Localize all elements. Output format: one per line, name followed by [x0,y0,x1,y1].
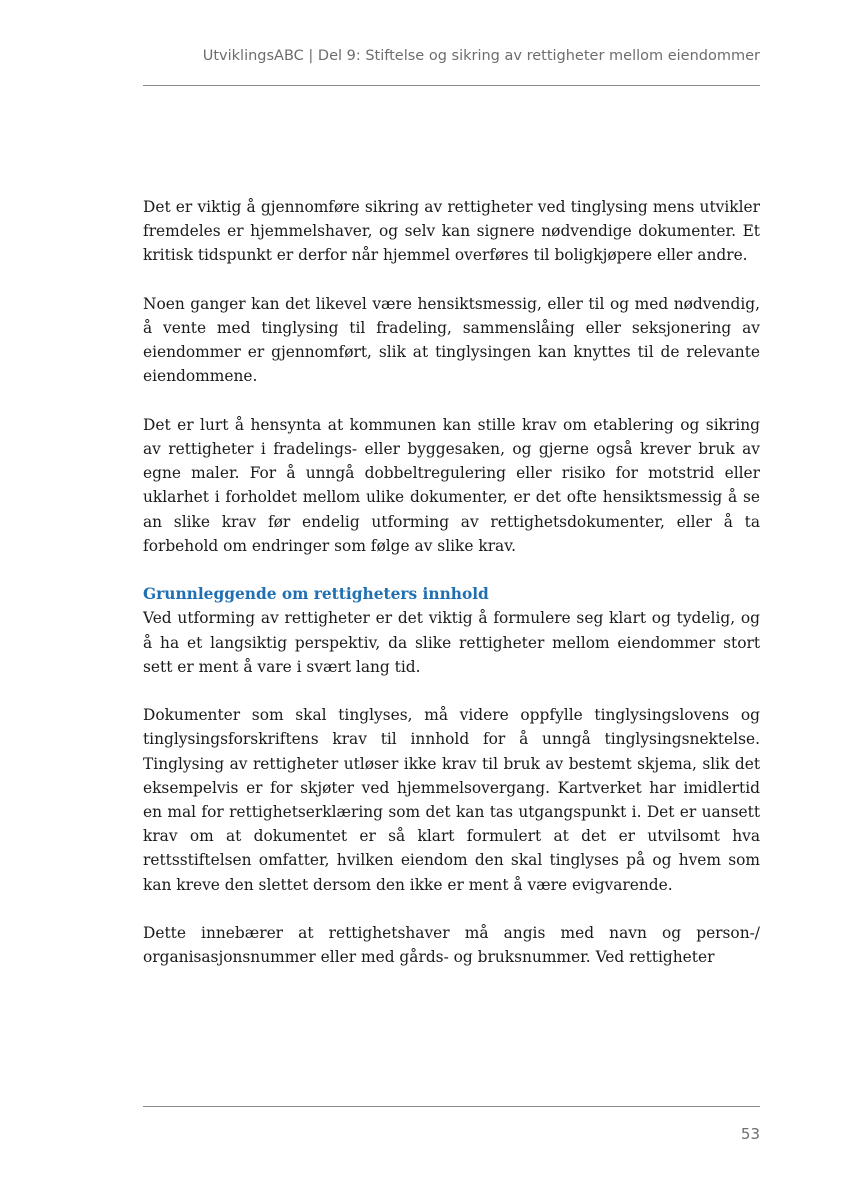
paragraph: Det er lurt å hensynta at kommunen kan stille krav om etablering og sikring av rettigheter i fradelings- eller byggesaken, og gjerne også krever bruk av egne maler. For å unngå dobbeltregulering eller risiko for motstrid eller uklarhet i forholdet mellom ulike dokumenter, er det ofte hensiktsmessig å se an slike krav før endelig utforming av rettighetsdokumenter, eller å ta forbehold om endringer som følge av slike krav. [143,415,760,555]
body-text [143,195,760,994]
paragraph: Det er viktig å gjennomføre sikring av rettigheter ved tinglysing mens utvikler fremdeles er hjemmelshaver, og selv kan signere nødvendige dokumenter. Et kritisk tidspunkt er derfor når hjemmel overføres til boligkjøpere eller andre. [143,198,760,265]
page-number: 53 [740,1125,760,1143]
section-heading: Grunnleggende om rettigheters innhold [143,585,489,604]
running-header: UtviklingsABC | Del 9: Stiftelse og sikring av rettigheter mellom eiendommer [202,48,760,64]
paragraph: Noen ganger kan det likevel være hensiktsmessig, eller til og med nødvendig, å vente med tinglysing til fradeling, sammenslåing eller seksjonering av eiendommer er gjennomført, slik at tinglysingen kan knyttes til de relevante eiendommene. [143,294,760,386]
header-divider [143,85,760,86]
paragraph: Dokumenter som skal tinglyses, må videre oppfylle tinglysingslovens og tinglysingsforskriftens krav til innhold for å unngå tinglysingsnektelse. Tinglysing av rettigheter utløser ikke krav til bruk av bestemt skjema, slik det eksempelvis er for skjøter ved hjemmelsovergang. Kartverket har imidlertid en mal for rettighetserklæring som det kan tas utgangspunkt i. Det er uansett krav om at dokumentet er så klart formulert at det er utvilsomt hva rettsstiftelsen omfatter, hvilken eiendom den skal tinglyses på og hvem som kan kreve den slettet dersom den ikke er ment å være evigvarende. [143,706,760,894]
paragraph: Dette innebærer at rettighetshaver må angis med navn og person-/ organisasjonsnummer eller med gårds- og bruksnummer. Ved rettigheter [143,924,760,967]
footer-divider [143,1106,760,1107]
paragraph: Ved utforming av rettigheter er det viktig å formulere seg klart og tydelig, og å ha et langsiktig perspektiv, da slike rettigheter mellom eiendommer stort sett er ment å vare i svært lang tid. [143,609,760,676]
